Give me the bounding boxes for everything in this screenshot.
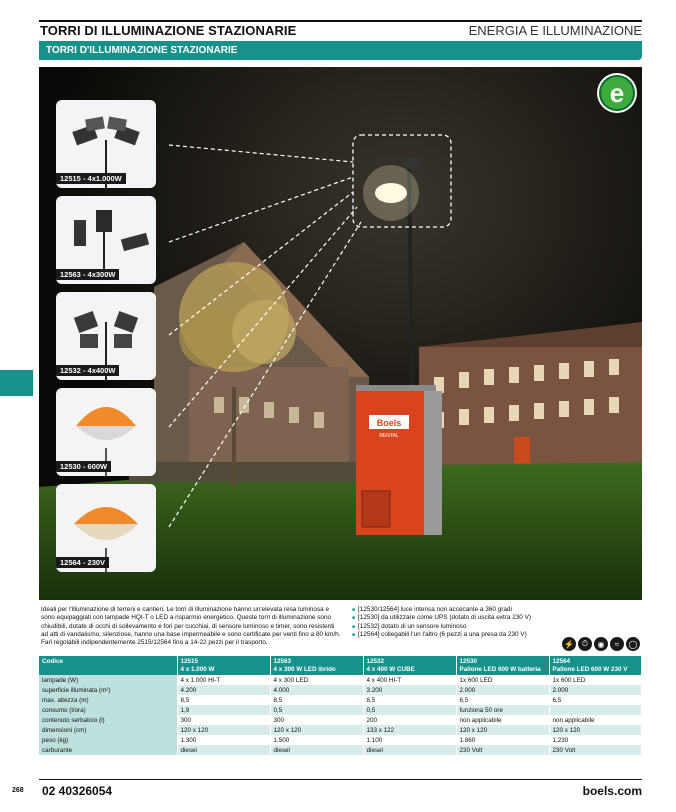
sensor-icon: ◉ (594, 637, 608, 651)
table-cell: 6,5 (549, 695, 642, 705)
page-number: 268 (12, 787, 24, 794)
table-cell: 200 (363, 715, 456, 725)
thumbnail-12530 (56, 388, 156, 476)
thumbnail-12563 (56, 196, 156, 284)
table-row (39, 715, 642, 725)
table-cell: funziona 50 ore (456, 705, 549, 715)
table-cell: 8,5 (363, 695, 456, 705)
product-description: Ideali per l'illuminazione di terreni e cantieri. Le torri di illuminazione hanno un'elevata resa luminosa e sono equipaggiati con lampade HQI-T o LED a risparmio energetico. Queste torri di illuminazione sono chiudibili, dotate di occhi di sollevamento e fori per cucchiai, di sensore luminoso e timer, sono resistenti ad atti di vandalismo, silenziose, hanno una base impermeabile e sono certificate per venti fino a 80 km/h. Fari regolabili indipendentemente 2515/12564 fino a 14-22 pezzi per il trasporto. (41, 606, 341, 647)
table-row (39, 695, 642, 705)
table-cell: 4.200 (177, 685, 270, 695)
unit-sub-text: RENTAL (379, 433, 399, 439)
column-header: Codice (39, 656, 177, 675)
table-cell: non applicabile (549, 715, 642, 725)
table-cell: diesel (363, 745, 456, 755)
plug-icon: ⚡ (562, 637, 576, 651)
column-header: 12530 Pallone LED 600 W batteria (456, 656, 549, 675)
section-label: ENERGIA E ILLUMINAZIONE (468, 23, 642, 38)
spec-table (39, 656, 642, 755)
table-cell: 120 x 120 (549, 725, 642, 735)
table-cell: 1.300 (177, 735, 270, 745)
column-header: 12563 4 x 300 W LED ibrido (270, 656, 363, 675)
table-cell: 0,5 (270, 705, 363, 715)
thumbnail-label: 12532 - 4x400W (56, 365, 119, 376)
feature-item: ■ [12530/12564] luce intensa non accecante a 360 gradi (352, 606, 652, 614)
thumbnail-label: 12515 - 4x1.000W (56, 173, 126, 184)
table-cell: 2.000 (456, 685, 549, 695)
table-cell: diesel (270, 745, 363, 755)
table-cell: dimensioni (cm) (39, 725, 177, 735)
table-cell: 4 x 300 LED (270, 675, 363, 685)
table-cell: 120 x 120 (177, 725, 270, 735)
page-title: TORRI DI ILLUMINAZIONE STAZIONARIE (40, 23, 297, 38)
phone-number: 02 40326054 (42, 784, 113, 798)
clock-icon: ⏱ (578, 637, 592, 651)
table-cell: 1.860 (456, 735, 549, 745)
feature-icons (562, 637, 640, 651)
table-cell: diesel (177, 745, 270, 755)
thumbnail-label: 12530 - 600W (56, 461, 111, 472)
table-row (39, 675, 642, 685)
table-row (39, 735, 642, 745)
unit-brand-text: Boels (376, 418, 402, 428)
table-cell: 1.230 (549, 735, 642, 745)
table-cell: 4.000 (270, 685, 363, 695)
svg-text:e: e (609, 78, 625, 108)
column-header: 12564 Pallone LED 600 W 230 V (549, 656, 642, 675)
bottom-rule (39, 779, 642, 780)
feature-item: ■ [12532] dotato di un sensore luminoso (352, 623, 652, 631)
table-cell: 120 x 120 (270, 725, 363, 735)
column-header: 12532 4 x 400 W CUBE (363, 656, 456, 675)
website-link[interactable]: boels.com (582, 784, 642, 798)
shield-icon: ◯ (626, 637, 640, 651)
table-cell: 133 x 122 (363, 725, 456, 735)
thumbnail-label: 12564 - 230V (56, 557, 109, 568)
side-tab-marker (0, 370, 33, 396)
table-row (39, 745, 642, 755)
table-cell: 8,5 (270, 695, 363, 705)
table-cell: 4 x 400 HI-T (363, 675, 456, 685)
top-rule (39, 20, 642, 22)
feature-item: ■ [12564] collegabili l'un l'altro (6 pezzi a una presa da 230 V) (352, 631, 652, 639)
table-cell: 230 Volt (456, 745, 549, 755)
thumbnail-label: 12563 - 4x300W (56, 269, 119, 280)
table-cell: 1,9 (177, 705, 270, 715)
table-cell: 0,5 (363, 705, 456, 715)
table-header-row (39, 656, 642, 675)
feature-list (352, 606, 652, 639)
eco-badge-icon (596, 72, 638, 114)
table-cell: non applicabile (456, 715, 549, 725)
thumbnail-12515 (56, 100, 156, 188)
table-cell: 1.100 (363, 735, 456, 745)
subtitle-bar: TORRI D'ILLUMINAZIONE STAZIONARIE (39, 41, 642, 60)
table-cell: contenuto serbatoio (l) (39, 715, 177, 725)
thumbnail-12564 (56, 484, 156, 572)
column-header: 12515 4 x 1.000 W (177, 656, 270, 675)
table-cell: 8,5 (177, 695, 270, 705)
table-cell: consumo (l/ora) (39, 705, 177, 715)
table-cell: 300 (177, 715, 270, 725)
table-cell: 3.200 (363, 685, 456, 695)
thumbnail-12532 (56, 292, 156, 380)
table-cell: lampade (W) (39, 675, 177, 685)
table-cell: 1x 600 LED (456, 675, 549, 685)
table-cell: 120 x 120 (456, 725, 549, 735)
table-cell: 1x 600 LED (549, 675, 642, 685)
table-row (39, 705, 642, 715)
table-cell: 230 Volt (549, 745, 642, 755)
wind-icon: ≈ (610, 637, 624, 651)
feature-item: ■ [12530] da utilizzare come UPS (dotato di uscita extra 230 V) (352, 614, 652, 622)
table-row (39, 725, 642, 735)
table-row (39, 685, 642, 695)
table-cell: 4 x 1.000 HI-T (177, 675, 270, 685)
table-cell: peso (kg) (39, 735, 177, 745)
table-cell: max. altezza (m) (39, 695, 177, 705)
table-cell: 1.500 (270, 735, 363, 745)
table-cell: 6,5 (456, 695, 549, 705)
table-cell: 2.000 (549, 685, 642, 695)
table-cell: carburante (39, 745, 177, 755)
table-cell (549, 705, 642, 715)
table-cell: 300 (270, 715, 363, 725)
table-cell: superficie illuminata (m²) (39, 685, 177, 695)
